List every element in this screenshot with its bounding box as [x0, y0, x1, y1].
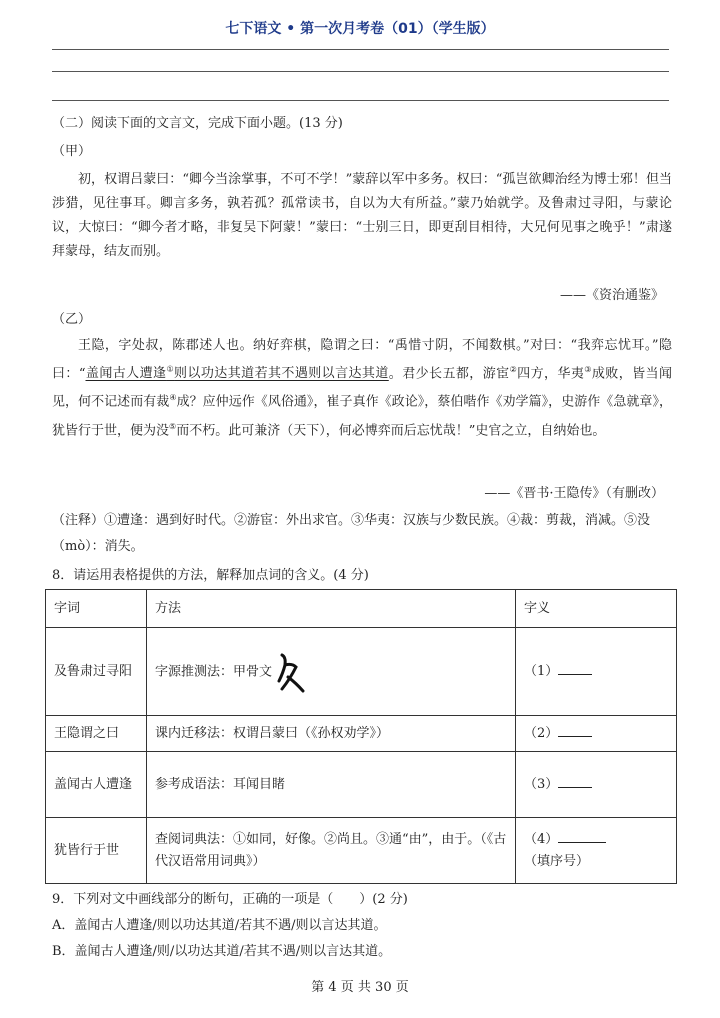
- table-cell-method: 参考成语法：耳闻目睹: [147, 752, 516, 818]
- table-cell-word: 及鲁肃过寻阳: [46, 628, 147, 716]
- page-header: 七下语文 • 第一次月考卷（01）（学生版）: [225, 21, 495, 37]
- underlined-sentence: 盖闻古人遭逢①则以功达其道若其不遇则以言达其道: [85, 365, 389, 382]
- table-row: [46, 628, 677, 716]
- table-header: 字词: [46, 590, 147, 628]
- table-header-row: [46, 590, 677, 628]
- answer-blank[interactable]: [558, 773, 592, 788]
- table-row: [46, 818, 677, 884]
- question-9-title: 9．下列对文中画线部分的断句，正确的一项是（ ）(2 分): [52, 892, 408, 907]
- answer-blank[interactable]: [558, 828, 606, 843]
- table-row: [46, 752, 677, 818]
- table-cell-word: 犹皆行于世: [46, 818, 147, 884]
- table-cell-meaning: （3）: [516, 752, 677, 818]
- page-footer: 第 4 页 共 30 页: [311, 980, 409, 995]
- table-cell-method: 查阅词典法：①如同，好像。②尚且。③通“由”，由于。（《古代汉语常用词典》）: [147, 818, 516, 884]
- annotations: （注释）①遭逢：遇到好时代。②游宦：外出求官。③华夷：汉族与少数民族。④裁：剪裁，消减。⑤没（mò）：消失。: [52, 513, 651, 554]
- answer-line: [52, 71, 669, 72]
- passage-yi-label: （乙）: [52, 312, 92, 327]
- passage-jia-source: ——《资治通鉴》: [559, 288, 664, 303]
- oracle-bone-glyph-icon: [276, 651, 306, 693]
- table-row: [46, 716, 677, 752]
- table-cell-word: 王隐谓之曰: [46, 716, 147, 752]
- question-9-option-b[interactable]: B．盖闻古人遭逢/则/以功达其道/若其不遇/则以言达其道。: [52, 944, 392, 959]
- table-header: 方法: [147, 590, 516, 628]
- table-cell-method: 课内迁移法：权谓吕蒙曰（《孙权劝学》）: [147, 716, 516, 752]
- question-8-title: 8．请运用表格提供的方法，解释加点词的含义。(4 分): [52, 568, 369, 583]
- answer-line: [52, 100, 669, 101]
- vocab-table: [45, 589, 677, 884]
- section-title: （二）阅读下面的文言文，完成下面小题。(13 分): [52, 116, 343, 131]
- table-cell-method: 字源推测法：甲骨文: [147, 628, 516, 716]
- table-cell-meaning: （2）: [516, 716, 677, 752]
- table-cell-meaning: （4） （填序号）: [516, 818, 677, 884]
- answer-line: [52, 49, 669, 50]
- passage-jia-label: （甲）: [52, 144, 92, 159]
- passage-yi-source: ——《晋书·王隐传》（有删改）: [484, 486, 664, 501]
- answer-blank[interactable]: [558, 722, 592, 737]
- table-cell-word: 盖闻古人遭逢: [46, 752, 147, 818]
- answer-blank[interactable]: [558, 660, 592, 675]
- question-9-option-a[interactable]: A．盖闻古人遭逢/则以功达其道/若其不遇/则以言达其道。: [52, 918, 387, 933]
- table-cell-meaning: （1）: [516, 628, 677, 716]
- passage-jia-text: 初，权谓吕蒙曰：“卿今当涂掌事，不可不学！”蒙辞以军中多务。权曰：“孤岂欲卿治经为博士邪！但当涉猎，见往事耳。卿言多务，孰若孤？孤常读书，自以为大有所益。”蒙乃始就学。及鲁肃过寻阳，与蒙论议，大惊曰：“卿今者才略，非复吴下阿蒙！”蒙曰：“士别三日，即更刮目相待，大兄何见事之晚乎！”肃遂拜蒙母，结友而别。: [52, 172, 672, 259]
- passage-yi-text: 王隐，字处叔，陈郡述人也。纳好弈棋，隐谓之曰：“禹惜寸阴，不闻数棋。”对曰：“我弈忘忧耳。”隐曰：“盖闻古人遭逢①则以功达其道若其不遇则以言达其道。君少长五都，游宦②四方，华夷③成败，皆当闻见，何不记述而有裁④成？应仲远作《风俗通》，崔子真作《政论》，蔡伯喈作《劝学篇》，史游作《急就章》，犹皆行于世，便为没⑤而不朽。此可兼济（天下），何必博弈而后忘忧哉！”史官之立，自纳始也。: [52, 338, 672, 438]
- table-header: 字义: [516, 590, 677, 628]
